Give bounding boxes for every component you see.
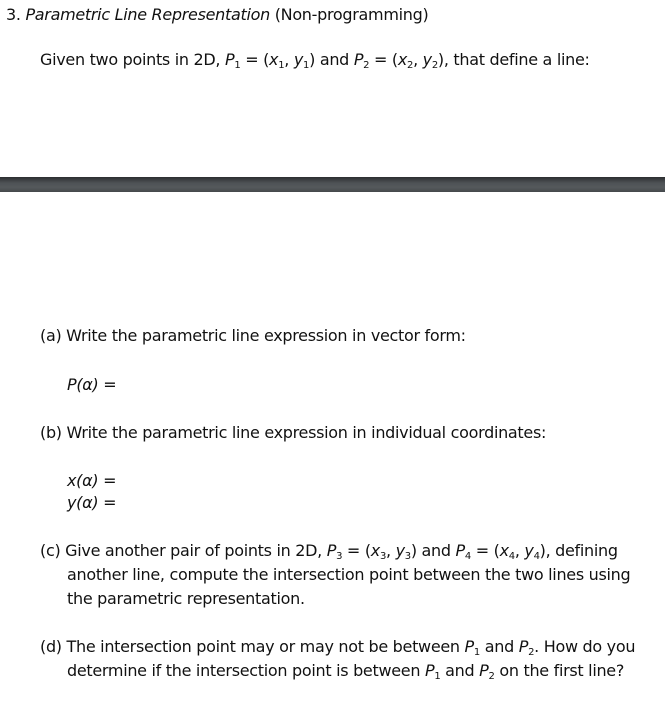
text-run: ,: [514, 541, 525, 560]
text-run: x: [269, 50, 279, 69]
text-run: ,: [284, 50, 294, 69]
text-run: ) and: [309, 50, 354, 69]
subscript: 4: [508, 551, 515, 562]
subscript: 3: [379, 551, 386, 562]
subscript: 2: [431, 60, 438, 71]
text-run: on the first line?: [494, 661, 625, 680]
text-run: P: [479, 661, 489, 680]
text-run: (Non-programming): [269, 5, 429, 24]
text-run: y: [293, 50, 304, 69]
text-run: = (: [369, 50, 398, 69]
subscript: 1: [473, 647, 480, 658]
subscript: 1: [434, 671, 441, 682]
text-run: x(α): [67, 471, 99, 490]
text-run: y: [524, 541, 534, 560]
subscript: 3: [404, 551, 411, 562]
text-run: x: [499, 541, 509, 560]
subscript: 2: [407, 60, 414, 71]
part-b: [40, 423, 546, 442]
part-d-1: [40, 637, 635, 656]
text-run: =: [98, 375, 117, 394]
text-run: y: [395, 541, 405, 560]
text-run: P(α): [67, 375, 99, 394]
text-run: P: [424, 661, 435, 680]
text-run: ,: [413, 50, 423, 69]
text-run: the parametric representation.: [67, 589, 305, 608]
text-run: another line, compute the intersection point between the two lines using: [67, 565, 631, 584]
answer-x: [67, 471, 116, 490]
text-run: = (: [342, 541, 371, 560]
text-run: determine if the intersection point is between: [67, 661, 425, 680]
text-run: x: [370, 541, 380, 560]
question-title: [6, 5, 428, 24]
text-run: = (: [470, 541, 500, 560]
part-c-2: [67, 565, 630, 584]
text-run: and: [440, 661, 480, 680]
subscript: 3: [336, 551, 343, 562]
text-run: =: [98, 471, 117, 490]
subscript: 1: [303, 60, 310, 71]
text-run: Parametric Line Representation: [25, 5, 270, 24]
text-run: ,: [386, 541, 396, 560]
text-run: y(α): [67, 493, 99, 512]
part-c-3: [67, 589, 305, 608]
text-run: P: [225, 50, 235, 69]
text-run: Given two points in 2D,: [40, 50, 225, 69]
text-run: P: [464, 637, 474, 656]
subscript: 2: [528, 647, 535, 658]
text-run: (c) Give another pair of points in 2D,: [40, 541, 327, 560]
text-run: and: [479, 637, 519, 656]
subscript: 1: [278, 60, 285, 71]
subscript: 1: [234, 60, 241, 71]
intro: [40, 50, 590, 69]
text-run: P: [326, 541, 337, 560]
answer-p: [67, 375, 116, 394]
part-a: [40, 326, 466, 345]
text-run: x: [397, 50, 408, 69]
text-run: P: [353, 50, 364, 69]
text-run: (b) Write the parametric line expression in individual coordinates:: [40, 423, 547, 442]
subscript: 4: [464, 551, 471, 562]
subscript: 2: [488, 671, 495, 682]
text-run: (d) The intersection point may or may not be between: [40, 637, 465, 656]
part-d-2: [67, 661, 624, 680]
answer-y: [67, 493, 116, 512]
text-run: . How do you: [534, 637, 636, 656]
text-run: = (: [240, 50, 270, 69]
text-run: ), that define a line:: [437, 50, 590, 69]
text-run: 3.: [6, 5, 26, 24]
separator-bar: [0, 177, 665, 192]
text-run: ), defining: [539, 541, 618, 560]
text-run: (a) Write the parametric line expression in vector form:: [40, 326, 466, 345]
text-run: P: [455, 541, 465, 560]
text-run: y: [422, 50, 432, 69]
subscript: 2: [363, 60, 370, 71]
text-run: ) and: [410, 541, 456, 560]
part-c-1: [40, 541, 618, 560]
text-run: P: [518, 637, 529, 656]
subscript: 4: [533, 551, 540, 562]
text-run: =: [98, 493, 117, 512]
